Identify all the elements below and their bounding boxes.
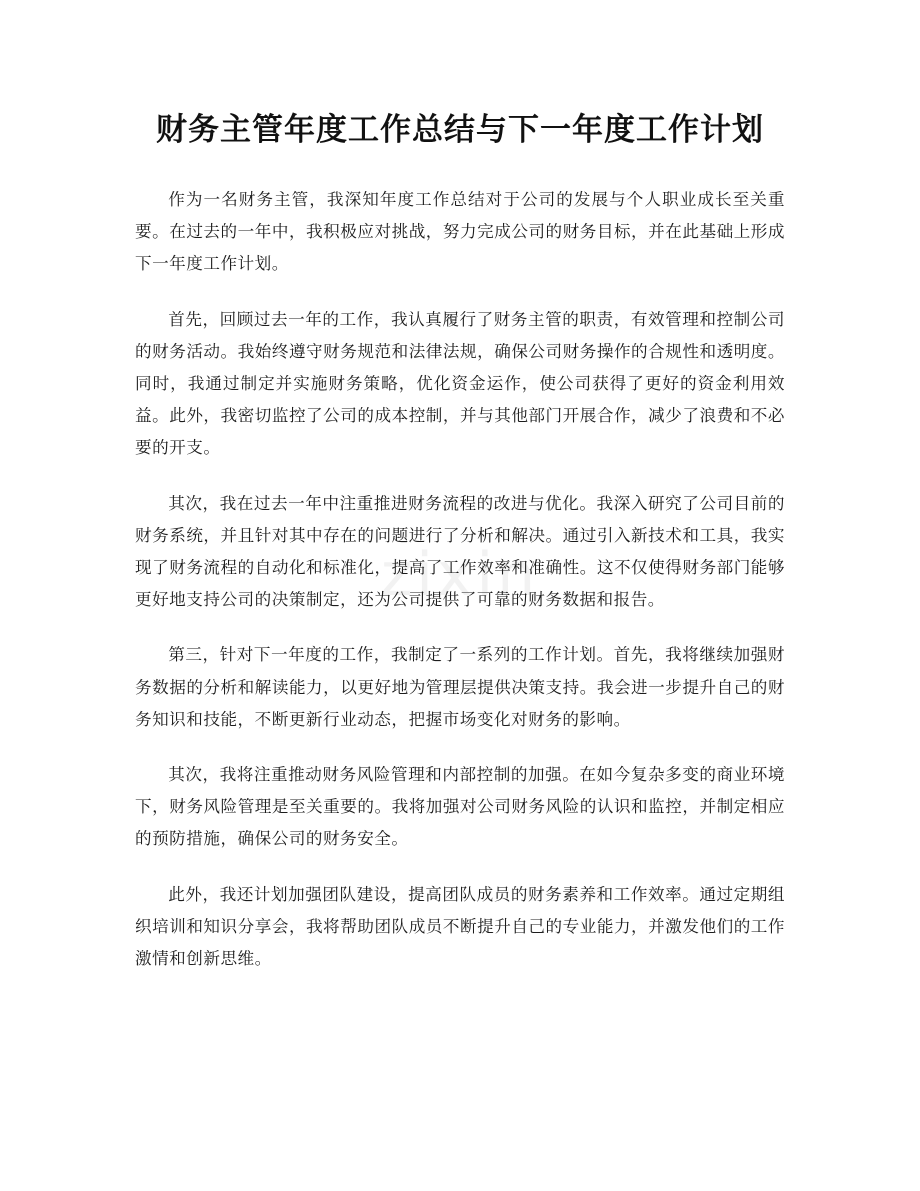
document-body bbox=[135, 184, 785, 998]
paragraph-intro: 作为一名财务主管，我深知年度工作总结对于公司的发展与个人职业成长至关重要。在过去的一年中，我积极应对挑战，努力完成公司的财务目标，并在此基础上形成下一年度工作计划。 bbox=[135, 190, 785, 274]
watermark: zixin bbox=[380, 540, 540, 610]
paragraph-next-year-plan: 第三，针对下一年度的工作，我制定了一系列的工作计划。首先，我将继续加强财务数据的分析和解读能力，以更好地为管理层提供决策支持。我会进一步提升自己的财务知识和技能，不断更新行业动态，把握市场变化对财务的影响。 bbox=[135, 645, 785, 729]
paragraph-team-building: 此外，我还计划加强团队建设，提高团队成员的财务素养和工作效率。通过定期组织培训和知识分享会，我将帮助团队成员不断提升自己的专业能力，并激发他们的工作激情和创新思维。 bbox=[135, 884, 785, 969]
paragraph-review: 首先，回顾过去一年的工作，我认真履行了财务主管的职责，有效管理和控制公司的财务活动。我始终遵守财务规范和法律法规，确保公司财务操作的合规性和透明度。同时，我通过制定并实施财务策略，优化资金运作，使公司获得了更好的资金利用效益。此外，我密切监控了公司的成本控制，并与其他部门开展合作，减少了浪费和不必要的开支。 bbox=[135, 309, 785, 458]
paragraph-process-improvement: 其次，我在过去一年中注重推进财务流程的改进与优化。我深入研究了公司目前的财务系统，并且针对其中存在的问题进行了分析和解决。通过引入新技术和工具，我实现了财务流程的自动化和标准化，提高了工作效率和准确性。这不仅使得财务部门能够更好地支持公司的决策制定，还为公司提供了可靠的财务数据和报告。 bbox=[135, 493, 785, 610]
paragraph-risk-management: 其次，我将注重推动财务风险管理和内部控制的加强。在如今复杂多变的商业环境下，财务风险管理是至关重要的。我将加强对公司财务风险的认识和监控，并制定相应的预防措施，确保公司的财务安全。 bbox=[135, 765, 785, 849]
document-title: 财务主管年度工作总结与下一年度工作计划 bbox=[156, 112, 764, 148]
